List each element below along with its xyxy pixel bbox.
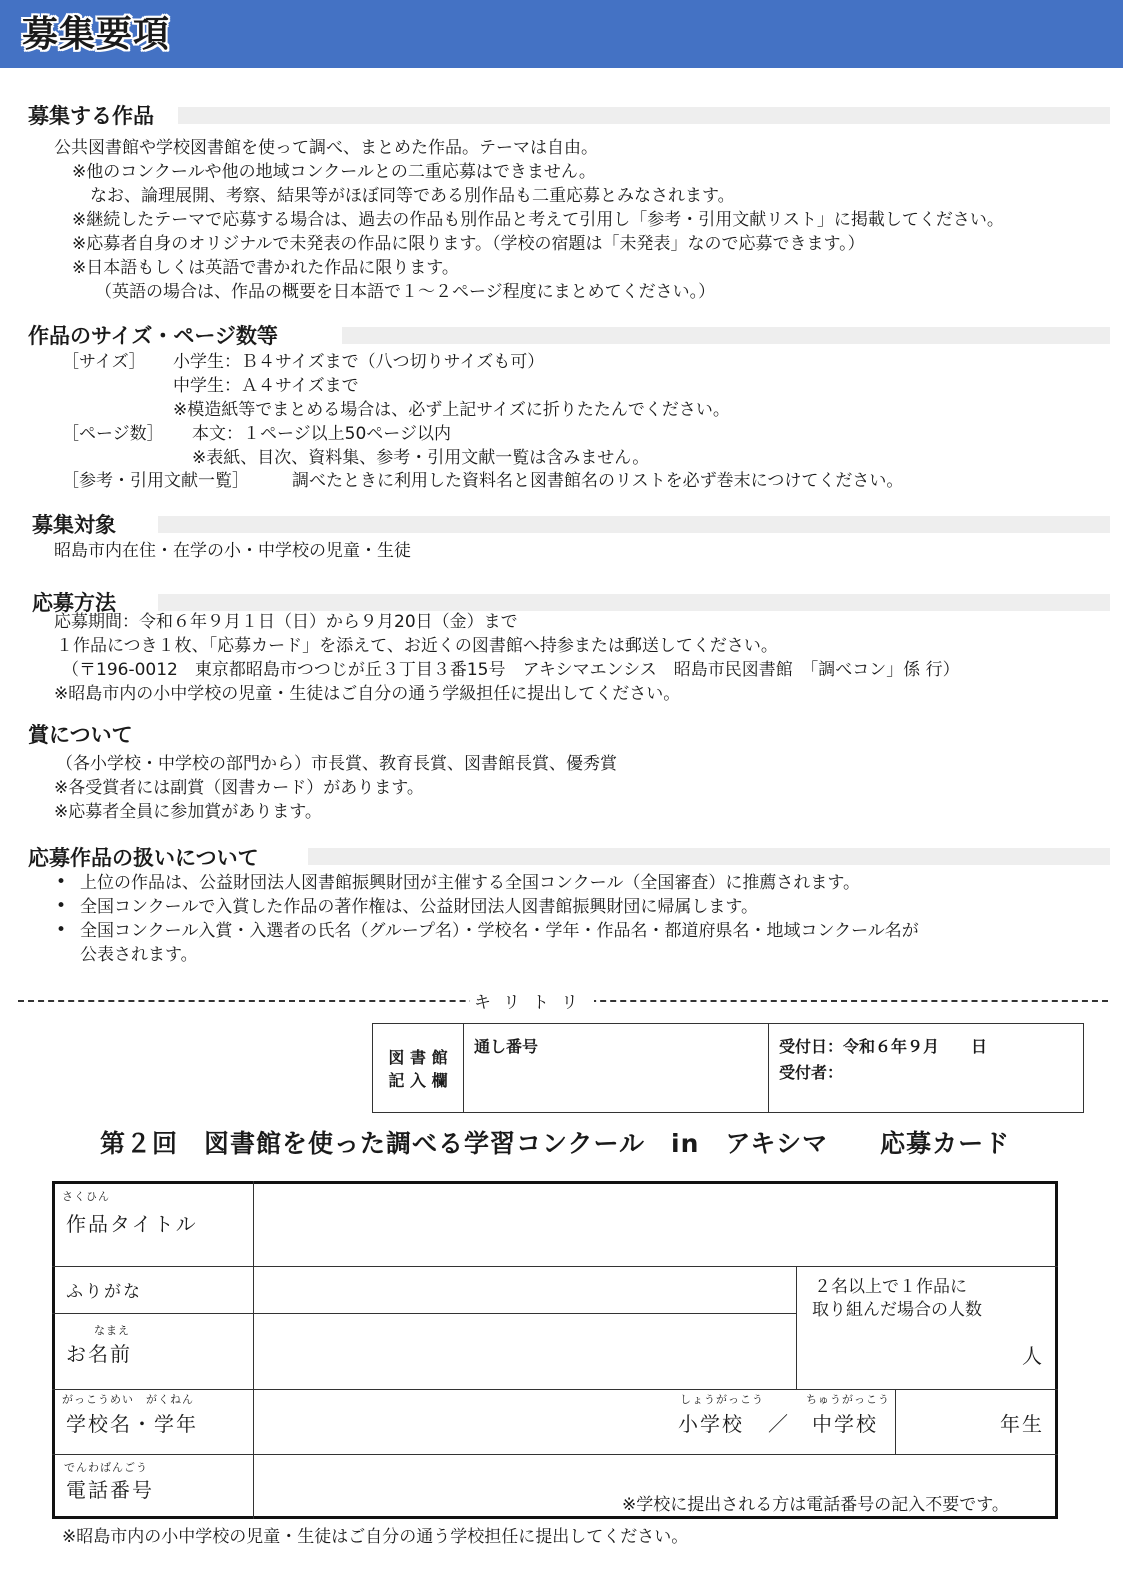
method-line-1: 応募期間：令和６年９月１日（日）から９月20日（金）まで: [54, 612, 518, 632]
middle-option[interactable]: 中学校: [812, 1412, 878, 1436]
group-line-1: ２名以上で１作品に: [814, 1277, 967, 1297]
receiver-label: 受付者：: [779, 1063, 844, 1082]
page-label: ［ページ数］: [62, 424, 164, 444]
card-title: 第２回 図書館を使った調べる学習コンクール in アキシマ 応募カード: [100, 1129, 1011, 1158]
school-slash: ／: [768, 1412, 790, 1436]
reception-cell[interactable]: [769, 1024, 1084, 1113]
section-bar-works: [178, 107, 1110, 124]
middle-ruby: ちゅうがっこう: [806, 1393, 890, 1406]
works-line-4: ※継続したテーマで応募する場合は、過去の作品も別作品と考えて引用し「参考・引用文献リスト」に掲載してください。: [72, 210, 1004, 230]
school-label: 学校名・学年: [66, 1412, 198, 1436]
works-line-5: ※応募者自身のオリジナルで未発表の作品に限ります。（学校の宿題は「未発表」なので応募できます。）: [72, 234, 865, 254]
works-line-7: （英語の場合は、作品の概要を日本語で１～２ページ程度にまとめてください。）: [95, 282, 716, 302]
row-divider-3: [52, 1389, 1058, 1390]
size-line-2: 中学生：Ａ４サイズまで: [173, 376, 359, 396]
section-heading-method: 応募方法: [32, 591, 116, 615]
library-entry-box: [372, 1023, 1084, 1113]
cut-label: キリトリ: [470, 988, 594, 1013]
phone-ruby: でんわばんごう: [64, 1461, 148, 1474]
school-ruby: がっこうめい がくねん: [62, 1393, 194, 1406]
section-heading-works: 募集する作品: [28, 104, 154, 128]
name-ruby: なまえ: [94, 1324, 130, 1337]
target-text: 昭島市内在住・在学の小・中学校の児童・生徒: [54, 541, 411, 561]
awards-line-3: ※応募者全員に参加賞があります。: [54, 802, 322, 822]
method-line-3: （〒196-0012 東京都昭島市つつじが丘３丁目３番15号 アキシマエンシス 昭島市民図書館 「調べコン」係 行）: [62, 660, 960, 680]
works-line-2: ※他のコンクールや他の地域コンクールとの二重応募はできません。: [72, 162, 596, 182]
elementary-ruby: しょうがっこう: [680, 1393, 764, 1406]
row-divider-1: [52, 1266, 1058, 1267]
grade-unit: 年生: [1000, 1412, 1044, 1436]
phone-note: ※学校に提出される方は電話番号の記入不要です。: [622, 1495, 1009, 1515]
section-bar-handling: [308, 848, 1110, 865]
library-label-line2: 記 入 欄: [388, 1071, 448, 1090]
works-line-1: 公共図書館や学校図書館を使って調べ、まとめた作品。テーマは自由。: [54, 138, 598, 158]
section-bar-size: [342, 327, 1110, 344]
page-line-2: ※表紙、目次、資料集、参考・引用文献一覧は含みません。: [192, 448, 650, 468]
name-input-area[interactable]: [256, 1315, 794, 1387]
size-label: ［サイズ］: [62, 352, 146, 372]
awards-line-1: （各小学校・中学校の部門から）市長賞、教育長賞、図書館長賞、優秀賞: [56, 754, 617, 774]
handling-item-1: 上位の作品は、公益財団法人図書館振興財団が主催する全国コンクール（全国審査）に推薦されます。: [80, 873, 860, 893]
library-label-line1: 図 書 館: [388, 1048, 448, 1067]
method-line-4: ※昭島市内の小中学校の児童・生徒はご自分の通う学級担任に提出してください。: [54, 684, 681, 704]
serial-number-cell[interactable]: [464, 1024, 769, 1113]
bullet-2: •: [56, 896, 67, 916]
section-bar-target: [158, 516, 1110, 533]
furigana-input-area[interactable]: [256, 1268, 794, 1312]
name-label: お名前: [66, 1342, 132, 1366]
row-divider-4: [52, 1454, 1058, 1455]
serial-number-label: 通し番号: [474, 1037, 539, 1056]
header-banner: [0, 0, 1123, 68]
phone-label: 電話番号: [66, 1478, 154, 1502]
grade-column-divider: [895, 1389, 896, 1454]
bullet-3: •: [56, 920, 67, 940]
group-column-divider: [796, 1266, 797, 1389]
size-line-1: 小学生：Ｂ４サイズまで（八つ切りサイズも可）: [173, 352, 545, 372]
group-line-2: 取り組んだ場合の人数: [812, 1300, 982, 1320]
elementary-option[interactable]: 小学校: [678, 1412, 744, 1436]
school-input-area[interactable]: [256, 1392, 676, 1452]
ref-label: ［参考・引用文献一覧］: [62, 471, 249, 491]
group-count-input[interactable]: [800, 1320, 1015, 1386]
grade-input[interactable]: [898, 1392, 996, 1452]
awards-line-2: ※各受賞者には副賞（図書カード）があります。: [54, 778, 424, 798]
section-heading-handling: 応募作品の扱いについて: [28, 846, 259, 870]
works-line-6: ※日本語もしくは英語で書かれた作品に限ります。: [72, 258, 459, 278]
handling-item-3: 全国コンクール入賞・入選者の氏名（グループ名）・学校名・学年・作品名・都道府県名・地域コンクール名が: [80, 921, 919, 941]
section-bar-method: [158, 594, 1110, 611]
section-heading-size: 作品のサイズ・ページ数等: [28, 324, 278, 348]
received-date: 受付日：令和６年９月 日: [779, 1037, 988, 1056]
page-line-1: 本文：１ページ以上50ページ以内: [192, 424, 451, 444]
library-label-cell: [373, 1024, 464, 1113]
row-divider-2: [52, 1313, 796, 1314]
handling-item-3-cont: 公表されます。: [80, 945, 198, 965]
phone-input-area[interactable]: [256, 1457, 1055, 1487]
ref-text: 調べたときに利用した資料名と図書館名のリストを必ず巻末につけてください。: [292, 471, 904, 491]
bullet-1: •: [56, 872, 67, 892]
page-title: 募集要項: [22, 14, 171, 55]
method-line-2: １作品につき１枚、「応募カード」を添えて、お近くの図書館へ持参または郵送してください。: [56, 636, 778, 656]
section-heading-target: 募集対象: [32, 513, 116, 537]
furigana-label: ふりがな: [66, 1282, 142, 1302]
works-line-3: なお、論理展開、考察、結果等がほぼ同等である別作品も二重応募とみなされます。: [90, 186, 735, 206]
title-ruby: さくひん: [62, 1190, 110, 1203]
footer-note: ※昭島市内の小中学校の児童・生徒はご自分の通う学校担任に提出してください。: [62, 1527, 689, 1547]
title-input-area[interactable]: [256, 1184, 1055, 1264]
label-column-divider: [253, 1181, 254, 1519]
title-label: 作品タイトル: [66, 1212, 198, 1236]
section-heading-awards: 賞について: [28, 723, 133, 747]
handling-item-2: 全国コンクールで入賞した作品の著作権は、公益財団法人図書館振興財団に帰属します。: [80, 897, 758, 917]
group-unit: 人: [1022, 1344, 1044, 1368]
size-line-3: ※模造紙等でまとめる場合は、必ず上記サイズに折りたたんでください。: [173, 400, 730, 420]
